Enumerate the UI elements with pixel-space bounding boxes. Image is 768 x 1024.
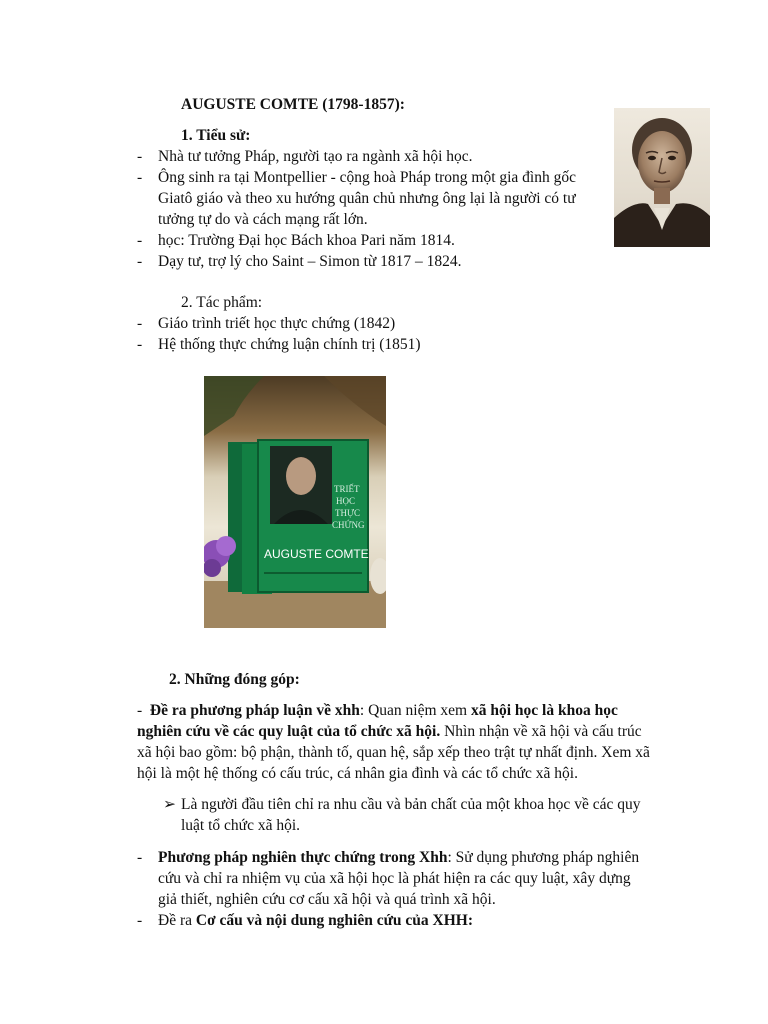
- bold-text: xã hội học là khoa học: [470, 702, 618, 719]
- section-heading-contributions: 2. Những đóng góp:: [169, 671, 300, 688]
- book-title-line: THỰC: [335, 508, 360, 518]
- bullet-dash: -: [137, 232, 143, 249]
- portrait-image: [614, 108, 710, 247]
- paragraph-text: : Sử dụng phương pháp nghiên: [447, 849, 640, 866]
- paragraph-text: : Quan niệm xem: [359, 702, 471, 719]
- bullet-dash: -: [137, 336, 143, 353]
- paragraph-line: hội là một hệ thống có cấu trúc, cá nhân gia đình và các tổ chức xã hội.: [137, 765, 578, 782]
- book-title-line: CHỨNG: [332, 520, 365, 530]
- bold-text: Cơ cấu và nội dung nghiên cứu của XHH:: [195, 912, 474, 929]
- paragraph-line: [137, 700, 618, 721]
- list-item-text: Dạy tư, trợ lý cho Saint – Simon từ 1817 – 1824.: [158, 253, 462, 270]
- list-item: [137, 167, 576, 228]
- list-item-text: [158, 847, 639, 868]
- list-item-text: cứu và chỉ ra nhiệm vụ của xã hội học là phát hiện ra các quy luật, xây dựng: [158, 870, 631, 887]
- book-photo-drawing: [204, 376, 386, 628]
- paragraph-line: xã hội bao gồm: bộ phận, thành tố, quan hệ, sắp xếp theo trật tự nhất định. Xem xã: [137, 744, 650, 761]
- bullet-dash: -: [137, 169, 143, 186]
- bold-text: Đề ra phương pháp luận về xhh: [149, 702, 360, 719]
- paragraph-text: Đề ra: [158, 912, 196, 929]
- bold-text: Phương pháp nghiên thực chứng trong Xhh: [158, 849, 448, 866]
- arrow-bullet-icon: ➢: [163, 796, 176, 813]
- book-title-line: HỌC: [336, 496, 356, 506]
- list-item-text: [158, 910, 473, 931]
- book-author: AUGUSTE COMTE: [264, 547, 369, 561]
- list-item-text: học: Trường Đại học Bách khoa Pari năm 1814.: [158, 232, 455, 249]
- list-item: [137, 313, 396, 334]
- book-title-line: TRIẾT: [334, 484, 360, 494]
- paragraph-line: luật tổ chức xã hội.: [181, 817, 301, 834]
- paragraph-text: Nhìn nhận về xã hội và cấu trúc: [440, 723, 642, 740]
- bullet-dash: -: [137, 253, 143, 270]
- paragraph-line: [137, 721, 642, 742]
- list-item: [137, 910, 474, 931]
- bold-text: nghiên cứu về các quy luật của tổ chức xã hội.: [137, 723, 441, 740]
- bullet-dash: -: [137, 702, 143, 719]
- list-item: [137, 334, 421, 355]
- list-item-text: Ông sinh ra tại Montpellier - cộng hoà Pháp trong một gia đình gốc: [158, 169, 576, 186]
- page-title: AUGUSTE COMTE (1798-1857):: [181, 96, 405, 113]
- book-photo: [204, 376, 386, 628]
- list-item-text: Giatô giáo và theo xu hướng quân chủ nhưng ông lại là người có tư: [158, 190, 576, 207]
- section-heading-works: 2. Tác phẩm:: [181, 294, 263, 311]
- list-item: [137, 251, 462, 272]
- section-heading-biography: 1. Tiểu sử:: [181, 127, 251, 144]
- bullet-dash: -: [137, 148, 143, 165]
- bullet-dash: -: [137, 315, 143, 332]
- list-item: [137, 146, 473, 167]
- paragraph-line: Là người đầu tiên chỉ ra nhu cầu và bản chất của một khoa học về các quy: [181, 796, 641, 813]
- list-item: [137, 847, 640, 908]
- list-item-text: giả thiết, nghiên cứu cơ cấu xã hội và quá trình xã hội.: [158, 891, 496, 908]
- bullet-dash: -: [137, 912, 143, 929]
- portrait-drawing: [614, 108, 710, 247]
- list-item-text: Nhà tư tưởng Pháp, người tạo ra ngành xã hội học.: [158, 148, 473, 165]
- list-item-text: Hệ thống thực chứng luận chính trị (1851): [158, 336, 421, 353]
- list-item-text: tưởng tự do và cách mạng rất lớn.: [158, 211, 368, 228]
- list-item-text: Giáo trình triết học thực chứng (1842): [158, 315, 396, 332]
- list-item: [137, 230, 455, 251]
- bullet-dash: -: [137, 849, 143, 866]
